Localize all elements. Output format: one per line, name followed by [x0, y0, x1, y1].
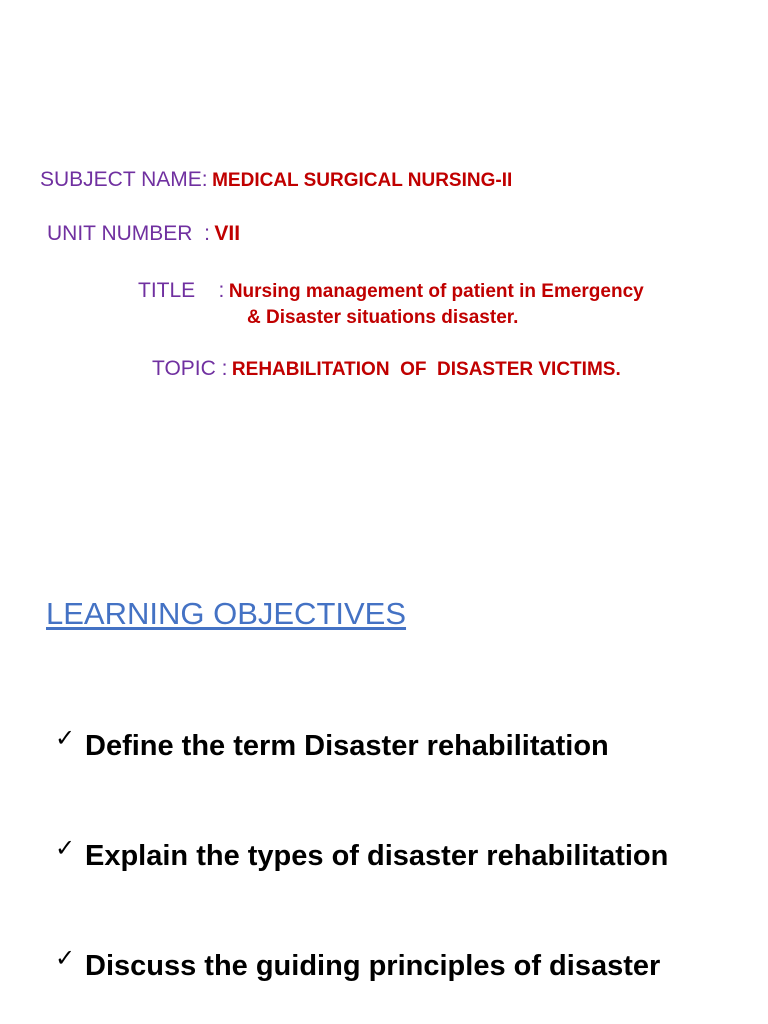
subject-name-label: SUBJECT NAME: [40, 168, 208, 191]
unit-number-row [47, 222, 240, 246]
unit-number-value: VII [214, 222, 241, 245]
checkmark-icon: ✓ [55, 724, 76, 752]
subject-name-value: MEDICAL SURGICAL NURSING-II [212, 170, 513, 191]
title-value-line-2: & Disaster situations disaster. [247, 307, 519, 328]
title-label: TITLE : [138, 279, 225, 302]
title-value-line-1: Nursing management of patient in Emergency [228, 281, 644, 302]
title-row [138, 279, 644, 303]
topic-label: TOPIC : [152, 357, 228, 380]
objective-text: Explain the types of disaster rehabilitation [85, 840, 669, 872]
topic-row [152, 357, 621, 381]
objective-text: Define the term Disaster rehabilitation [85, 730, 609, 762]
topic-value: REHABILITATION OF DISASTER VICTIMS. [231, 359, 621, 380]
unit-number-label: UNIT NUMBER : [47, 222, 210, 245]
checkmark-icon: ✓ [55, 834, 76, 862]
objective-text: Discuss the guiding principles of disaster [85, 950, 661, 982]
checkmark-icon: ✓ [55, 944, 76, 972]
learning-objectives-heading: LEARNING OBJECTIVES [46, 596, 407, 631]
subject-name-row [40, 168, 512, 192]
